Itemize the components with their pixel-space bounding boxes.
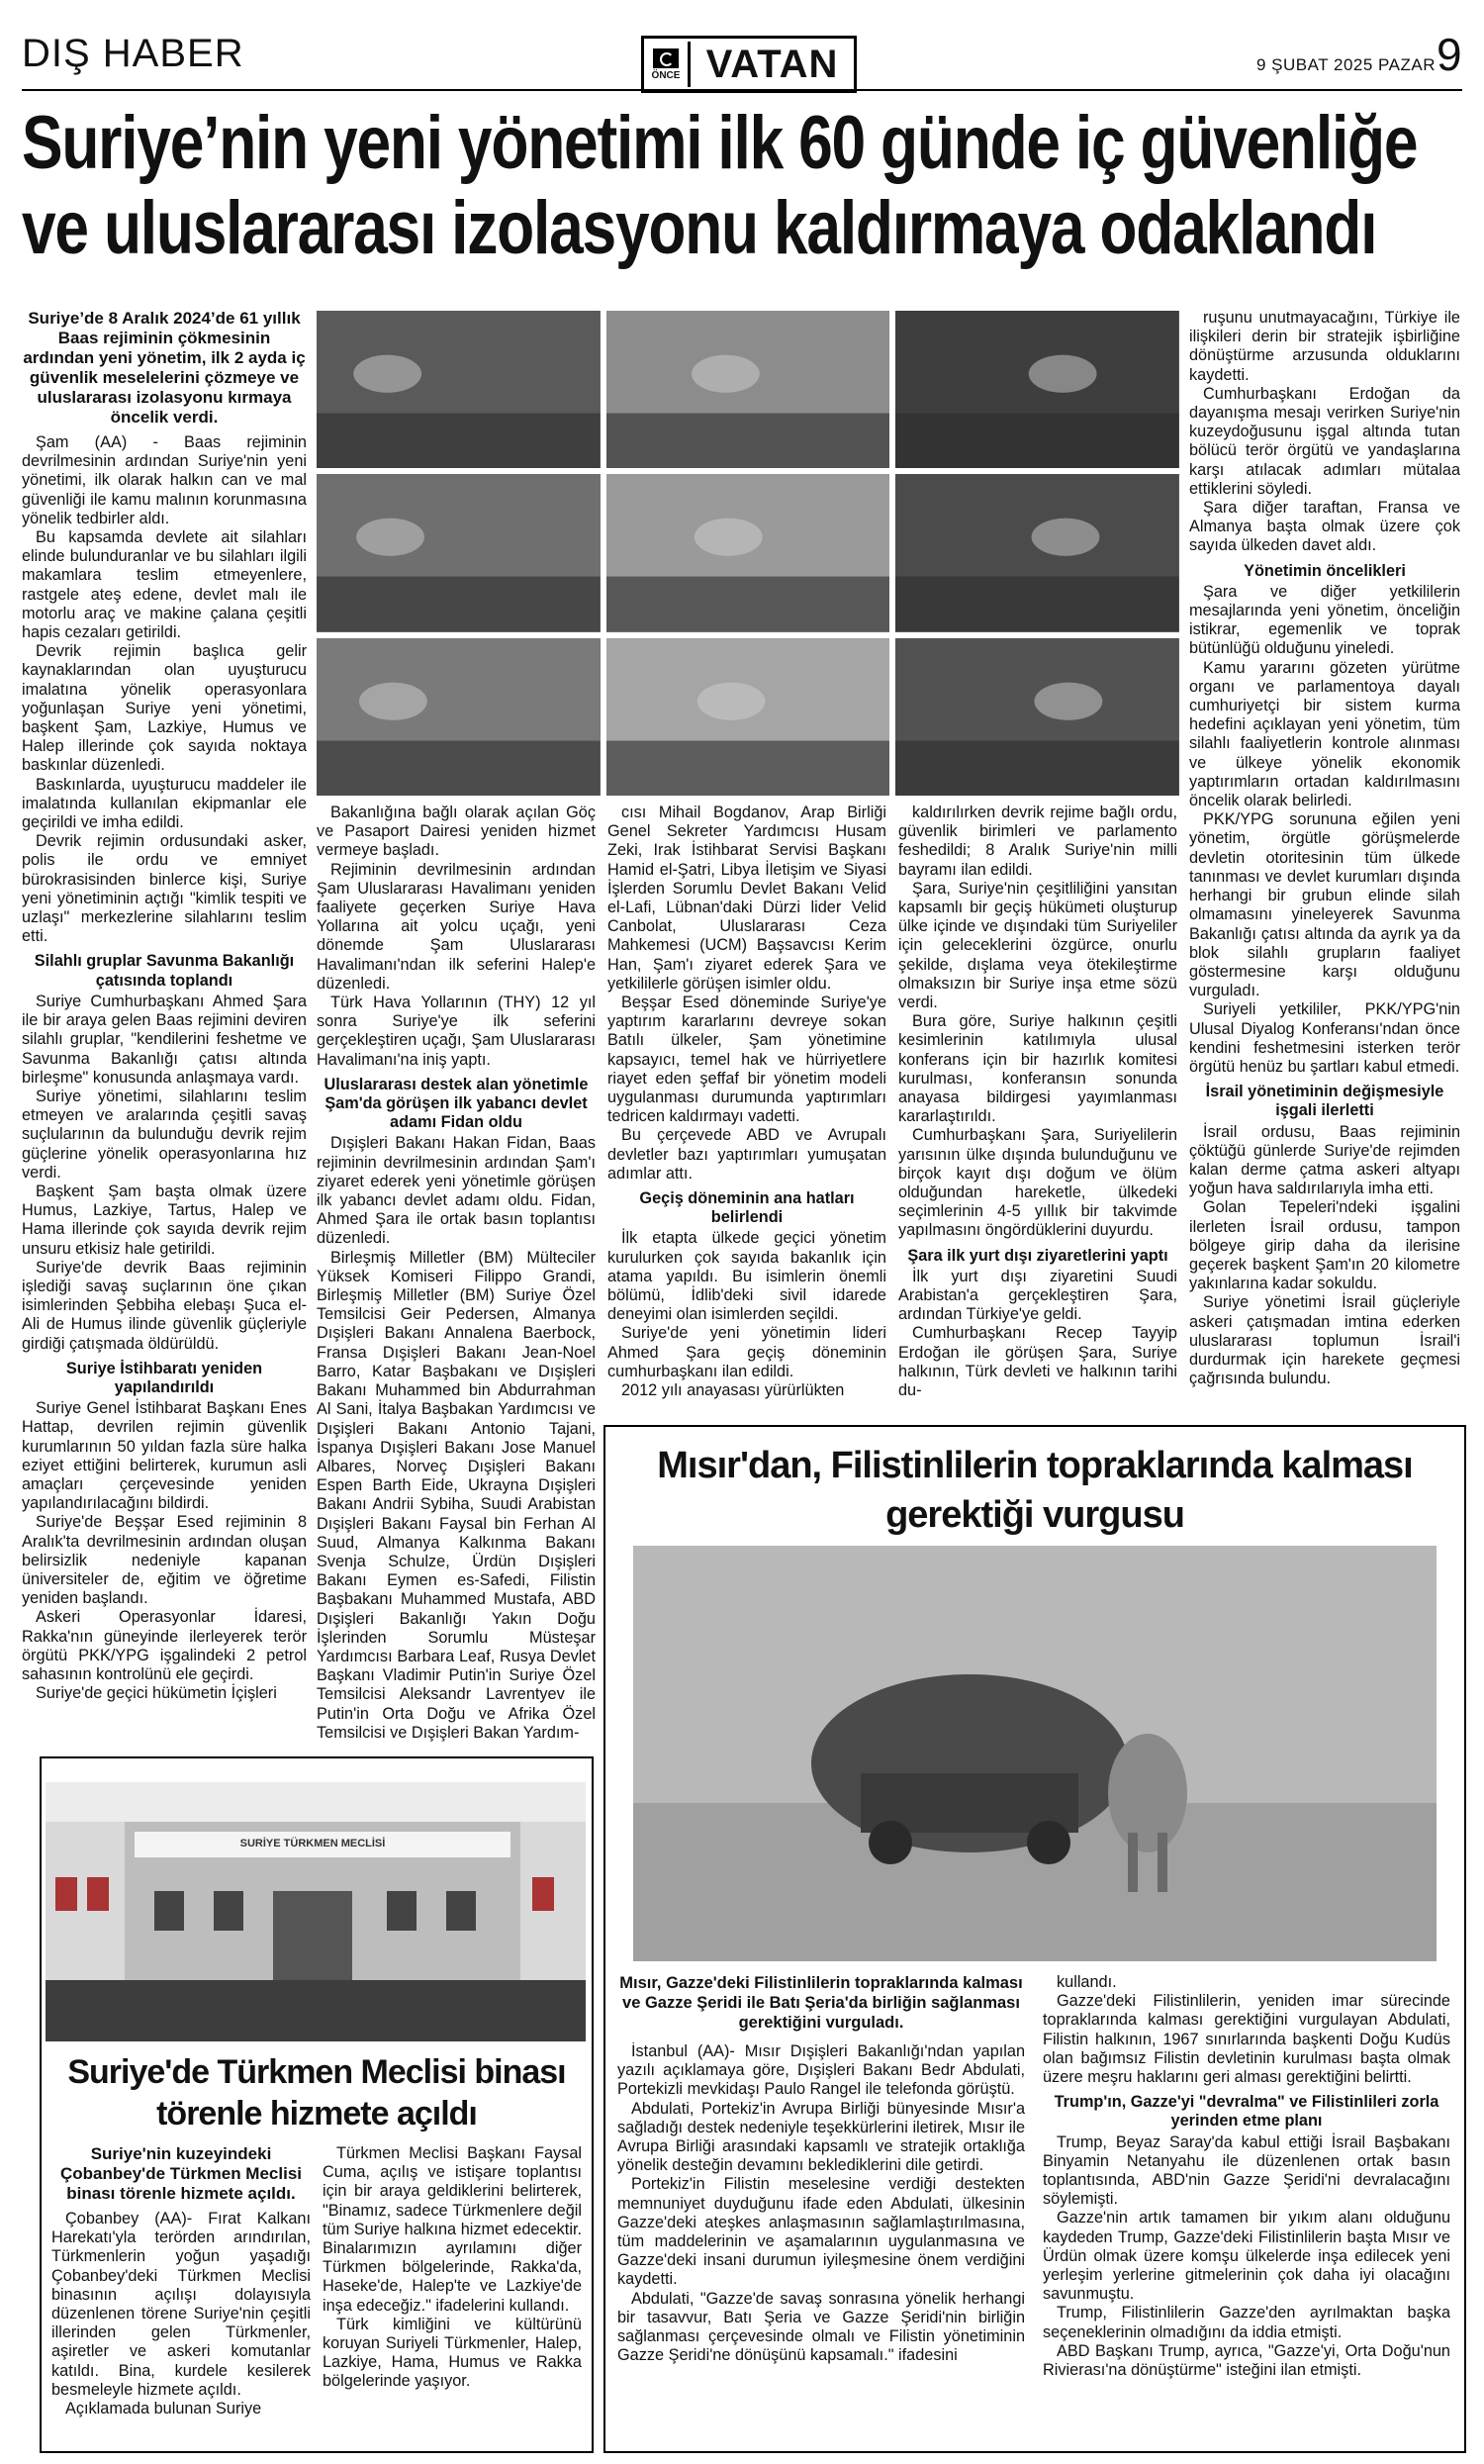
subheading: Yönetimin öncelikleri	[1244, 561, 1406, 580]
article-column-4	[898, 804, 1177, 1412]
news-photo	[606, 638, 890, 796]
newspaper-logo[interactable]	[641, 36, 857, 93]
paragraph: Birleşmiş Milletler (BM) Mülteciler Yüksek Komiseri Filippo Grandi, Birleşmiş Milletler (BM) Suriye Özel Temsilcisi Geir Pedersen, Almanya Dışişleri Bakanı Annalena Baerbock, Fransa Dışişleri Bakanı Jean-Noel Barro, Katar Başbakanı ve Dışişleri Bakanı Muhammed bin Abdurrahman Al Sani, İtalya Başbakan Yardımcısı ve Dışişleri Bakanı Antonio Tajani, İspanya Dışişleri Bakanı Jose Manuel Albares, Norveç Dışişleri Bakanı Espen Barth Eide, Ukrayna Dışişleri Bakanı Andrii Sybiha, Suudi Arabistan Dışişleri Bakanı Faysal bin Ferhan Al Suud, Almanya Kalkınma Bakanı Svenja Schulze, Ürdün Dışişleri Bakanı Eymen es-Safedi, Filistin Başbakanı Muhammed Mustafa, ABD Dışişleri Bakanlığı Yakın Doğu İşlerinden Sorumlu Müsteşar Yardımcısı Barbara Leaf, Rusya Devlet Başkanı Vladimir Putin'in Suriye Özel Temsilcisi Aleksandr Lavrentyev ile Putin'in Orta Doğu ve Afrika Özel Temsilcisi ve Dışişleri Bakan Yardım-	[317, 1248, 596, 1742]
article-column-1	[22, 309, 307, 1744]
paragraph: Suriye'de yeni yönetimin lideri Ahmed Şara geçiş döneminin cumhurbaşkanı ilan edildi.	[607, 1324, 886, 1380]
paragraph: Şara ve diğer yetkililerin mesajlarında yeni yönetim, önceliğin istikrar, egemenlik ve toprak bütünlüğü olduğunu yineledi.	[1189, 582, 1460, 658]
turkmen-column-1	[51, 2144, 311, 2441]
photo-grid	[317, 311, 1179, 796]
turkmen-article-box	[40, 1756, 594, 2453]
turkmen-photo	[46, 1782, 586, 2041]
flag-icon	[653, 48, 679, 68]
section-label: DIŞ HABER	[22, 32, 244, 75]
turkmen-lead: Suriye'nin kuzeyindeki Çobanbey'de Türkmen Meclisi binası törenle hizmete açıldı.	[60, 2144, 302, 2203]
subheading: İsrail yönetiminin değişmesiyle işgali ilerletti	[1205, 1083, 1444, 1120]
paragraph: Beşşar Esed döneminde Suriye'ye yaptırım kararlarını devreye sokan Batılı ülkeler, Şam yönetimine kapsayıcı, temel hak ve hürriyetlere riayet eden şeffaf bir yönetim modeli uygulanması durumunda yaptırımları tedricen kaldırmayı vadetti.	[607, 994, 886, 1126]
news-photo	[895, 474, 1179, 631]
paragraph: Suriye'de devrik Baas rejiminin işlediği savaş suçlarının öne çıkan isimlerinden Şebbiha elebaşı Şuca el-Ali de Humus ilinde güvenlik güçleriyle girdiği çatışmada öldürüldü.	[22, 1258, 307, 1353]
article-column-2	[317, 804, 596, 1744]
subheading: Silahlı gruplar Savunma Bakanlığı çatısında toplandı	[34, 952, 295, 990]
paragraph: Suriye'de geçici hükümetin İçişleri	[36, 1684, 277, 1703]
paragraph: Çobanbey (AA)- Fırat Kalkanı Harekatı'yla terörden arındırılan, Türkmenlerin yoğun yaşadığı Çobanbey'deki Türkmen Meclisi binasının açılışı dolayısıyla düzenlenen törene Suriye'nin çeşitli illerinden gelen Türkmenler, aşiretler ve askeri komutanlar katıldı. Bina, kurdele kesilerek besmeleyle hizmete açıldı.	[51, 2210, 311, 2399]
paragraph: kaldırılırken devrik rejime bağlı ordu, güvenlik birimleri ve parlamento feshedildi; 8 Aralık Suriye'nin milli bayramı ilan edildi.	[898, 804, 1177, 879]
subheading: Suriye İstihbaratı yeniden yapılandırıldı	[65, 1359, 263, 1396]
paragraph: Cumhurbaşkanı Erdoğan da dayanışma mesajı verirken Suriye'nin kuzeydoğusunu işgal altında tutan bölücü terör örgütü ve yandaşlarına karşı atılacak adımları mütalaa ettiklerini söyledi.	[1189, 384, 1460, 498]
issue-date: 9 ŞUBAT 2025 PAZAR	[1256, 55, 1436, 74]
paragraph: Gazze'deki Filistinlilerin, yeniden imar sürecinde topraklarında kalması gerektiğini vurgulayan Abdulati, Filistin halkının, 1967 sınırlarında başkenti Doğu Kudüs olan bağımsız Filistin devletinin kurulması başta olmak üzere meşru haklarını geri alması gerektiğini belirtti.	[1043, 1992, 1450, 2087]
paragraph: Abdulati, "Gazze'de savaş sonrasına yönelik herhangi bir tasavvur, Batı Şeria ve Gazze Şeridi'nin birliğin sağlanması çerçevesinde olmalı ve Filistin yönetiminin Gazze Şeridi'ne dönüşünü kapsamalı." ifadesini	[617, 2289, 1025, 2365]
article-column-3	[607, 804, 886, 1412]
news-photo	[895, 311, 1179, 468]
paragraph: 2012 yılı anayasası yürürlükten	[621, 1381, 845, 1400]
paragraph: Başkent Şam başta olmak üzere Humus, Lazkiye, Tartus, Halep ve Hama illerinde çok sayıda devrik rejim unsuru etkisiz hale getirildi.	[22, 1182, 307, 1258]
article-lead: Suriye’de 8 Aralık 2024’de 61 yıllık Baas rejiminin çökmesinin ardından yeni yönetim, ilk 2 ayda iç güvenlik meselelerini çözmeye ve uluslararası izolasyonu kırmaya öncelik verdi.	[23, 309, 306, 426]
paragraph: Bura göre, Suriye halkının çeşitli kesimlerinin katılımıyla ulusal konferans için bir hazırlık komitesi kurulması, konferansın sonunda anayasa bildirgesi yayımlanması kararlaştırıldı.	[898, 1012, 1177, 1126]
paragraph: Askeri Operasyonlar İdaresi, Rakka'nın güneyinde ilerleyerek terör örgütü PKK/YPG işgalindeki 2 petrol sahasının kontrolünü ele geçirdi.	[22, 1608, 307, 1683]
egypt-article-box	[603, 1425, 1466, 2453]
paragraph: İstanbul (AA)- Mısır Dışişleri Bakanlığı'ndan yapılan yazılı açıklamaya göre, Dışişleri Bakanı Bedr Abdulati, Portekizli mevkidaşı Paulo Rangel ile telefonda görüştü.	[617, 2042, 1025, 2099]
paragraph: Baskınlarda, uyuşturucu maddeler ile imalatında kullanılan ekipmanlar ele geçirildi ve imha edildi.	[22, 775, 307, 832]
paragraph: Rejiminin devrilmesinin ardından Şam Uluslararası Havalimanı yeniden faaliyete geçerken Suriye Hava Yollarına ait yolcu uçağı, yeni dönemde Şam Uluslararası Havalimanı'ndan ilk seferini Halep'e düzenledi.	[317, 860, 596, 993]
paragraph: İlk etapta ülkede geçici yönetim kurulurken çok sayıda bakanlık için atama yapıldı. Bu isimlerin önemli bölümü, İdlib'deki sivil idarede deneyimi olan isimlerden seçildi.	[607, 1229, 886, 1324]
paragraph: Portekiz'in Filistin meselesine verdiği destekten memnuniyet duyduğunu ifade eden Abdulati, ülkesinin Gazze'deki ateşkes anlaşmasının sağlamlaştırılmasına, tüm maddelerinin ve aşamalarının uygulanmasına ve Gazze'deki insani durumun iyileşmesine önem verdiğini kaydetti.	[617, 2175, 1025, 2289]
paragraph: Açıklamada bulunan Suriye	[65, 2400, 262, 2418]
paragraph: İlk yurt dışı ziyaretini Suudi Arabistan'a gerçekleştiren Şara, ardından Türkiye'ye geldi.	[898, 1267, 1177, 1324]
logo-badge-text: ÖNCE	[651, 69, 681, 81]
paragraph: Şam (AA) - Baas rejiminin devrilmesinin ardından Suriye'nin yeni yönetimi, ilk olarak halkın can ve mal güvenliği ile kamu malının korunmasına yönelik tedbirler aldı.	[22, 433, 307, 527]
subheading: Trump'ın, Gazze'yi "devralma" ve Filistinlileri zorla yerinden etme planı	[1054, 2093, 1439, 2131]
turkmen-headline: Suriye'de Türkmen Meclisi binası törenle hizmete açıldı	[67, 2053, 566, 2132]
subheading: Şara ilk yurt dışı ziyaretlerini yaptı	[907, 1246, 1168, 1265]
egypt-column-2	[1043, 1973, 1450, 2443]
paragraph: Türk Hava Yollarının (THY) 12 yıl sonra Suriye'ye ilk seferini gerçekleştiren uçağı, Şam Uluslararası Havalimanı'na iniş yaptı.	[317, 994, 596, 1069]
paragraph: Suriye Genel İstihbarat Başkanı Enes Hattap, devrilen rejimin güvenlik kurumlarının 50 yıldan fazla süre halka eziyet ettiğini belirterek, kurumun asli amaçları çerçevesinde yeniden yapılandırılacağını bildirdi.	[22, 1399, 307, 1513]
logo-name: VATAN	[705, 42, 839, 86]
paragraph: Devrik rejimin başlıca gelir kaynaklarından olan uyuşturucu imalatına yönelik operasyonlara yoğunlaşan Suriye yeni yönetimi, başkent Şam, Lazkiye, Humus ve Halep illerinde çok sayıda noktaya baskınlar düzenledi.	[22, 642, 307, 775]
paragraph: Suriye'de Beşşar Esed rejiminin 8 Aralık'ta devrilmesinin ardından oluşan belirsizlik nedeniyle kapanan üniversiteler de, eğitim ve öğretime yeniden başlandı.	[22, 1513, 307, 1608]
building-sign: SURİYE TÜRKMEN MECLİSİ	[239, 1838, 386, 1849]
news-photo	[895, 638, 1179, 796]
paragraph: Suriye yönetimi, silahlarını teslim etmeyen ve aralarında çeşitli savaş suçlularının da bulunduğu devrik rejim güçlerine yönelik operasyonlarına hız verdi.	[22, 1087, 307, 1182]
paragraph: Trump, Filistinlilerin Gazze'den ayrılmaktan başka seçeneklerinin olmadığını da iddia etmişti.	[1043, 2304, 1450, 2341]
paragraph: cısı Mihail Bogdanov, Arap Birliği Genel Sekreter Yardımcısı Husam Zeki, Irak İstihbarat Servisi Başkanı Hamid el-Şatri, Libya İletişim ve Siyasi İşlerden Sorumlu Devlet Bakanı Velid el-Lafi, Lübnan'daki Dürzi lider Velid Canbolat, Uluslararası Ceza Mahkemesi (UCM) Başsavcısı Kerim Han, Şam'ı ziyaret ederek Şara ve yetkililerle görüşen isimler oldu.	[607, 804, 886, 993]
paragraph: Şara diğer taraftan, Fransa ve Almanya başta olmak üzere çok sayıda ülkeden davet aldı.	[1189, 499, 1460, 555]
subheading: Uluslararası destek alan yönetimle Şam'da görüşen ilk yabancı devlet adamı Fidan oldu	[324, 1075, 589, 1132]
paragraph: kullandı.	[1057, 1973, 1117, 1991]
paragraph: Cumhurbaşkanı Recep Tayyip Erdoğan ile görüşen Şara, Suriye halkının, Türk devleti ve halkının tarihi du-	[898, 1324, 1177, 1400]
news-photo	[606, 311, 890, 468]
paragraph: Bu çerçevede ABD ve Avrupalı devletler bazı yaptırımları yumuşatan adımlar attı.	[607, 1126, 886, 1183]
page-number: 9	[1437, 29, 1462, 80]
header-rule	[22, 89, 1462, 91]
news-photo	[606, 474, 890, 631]
paragraph: PKK/YPG sorununa eğilen yeni yönetim, örgütle görüşmelerde devletin otoritesinin tüm ülkede tanınması ve devlet kurumları dışında herhangi bir grubun elinde silah olmamasını yineleyerek Savunma Bakanlığı çatısı altında da ayrık ya da blok silahlı grupların faaliyet göstermesine karşı olduğunu vurguladı.	[1189, 810, 1460, 1000]
paragraph: Bakanlığına bağlı olarak açılan Göç ve Pasaport Dairesi yeniden hizmet vermeye başladı.	[317, 804, 596, 860]
paragraph: Abdulati, Portekiz'in Avrupa Birliği bünyesinde Mısır'a sağladığı destek nedeniyle teşekkürlerini iletirek, Mısır ile Avrupa Birliği arasındaki kapsamlı ve stratejik ortaklığa yönelik desteğin devamını beklediklerini dile getirdi.	[617, 2099, 1025, 2175]
paragraph: ABD Başkanı Trump, ayrıca, "Gazze'yi, Orta Doğu'nun Rivierası'na dönüştürme" isteğini ilan etmişti.	[1043, 2341, 1450, 2380]
gaza-photo	[633, 1546, 1437, 1961]
paragraph: Türkmen Meclisi Başkanı Faysal Cuma, açılış ve istişare toplantısı için bir araya geldiklerini belirterek, "Binamız, sadece Türkmenlere değil tüm Suriye halkına hizmet edecektir. Binalarımızın ayrılamını diğer Türkmen bölgelerinde, Rakka'da, Haseke'de, Halep'te ve Lazkiye'de inşa edeceğiz." ifadelerini kullandı.	[323, 2144, 582, 2315]
paragraph: Cumhurbaşkanı Şara, Suriyelilerin yarısının ülke dışında bulunduğunu ve birçok kayıt dışı doğum ve ölüm olduğundan hareketle, ülkedeki seçimlerinin 4-5 yıllık bir takvimde yapılmasını öngördüklerini duyurdu.	[898, 1126, 1177, 1240]
paragraph: Golan Tepeleri'ndeki işgalini ilerleten İsrail ordusu, tampon bölgeye girip daha da ilerisine geçerek başkent Şam'ın 20 kilometre yakınlarına kadar sokuldu.	[1189, 1198, 1460, 1293]
egypt-headline: Mısır'dan, Filistinlilerin topraklarında kalması gerektiği vurgusu	[657, 1445, 1413, 1536]
news-photo	[317, 638, 601, 796]
news-photo	[317, 474, 601, 631]
article-column-5	[1189, 309, 1460, 1412]
paragraph: Türk kimliğini ve kültürünü koruyan Suriyeli Türkmenler, Halep, Lazkiye, Hama, Humus ve Rakka bölgelerinde yaşıyor.	[323, 2315, 582, 2391]
main-headline: Suriye’nin yeni yönetimi ilk 60 günde iç güvenliğe ve uluslararası izolasyonu kaldırmaya odaklandı	[22, 101, 1418, 270]
photo-caption: Mısır, Gazze'deki Filistinlilerin topraklarında kalması ve Gazze Şeridi ile Batı Şeria'da birliğin sağlanması gerektiğini vurguladı.	[619, 1974, 1023, 2032]
paragraph: Devrik rejimin ordusundaki asker, polis ile ordu ve emniyet bürokrasisinden binlerce kişi, Suriye yeni yönetiminin açtığı "kimlik tespiti ve uzlaşı" merkezlerine silahlarını teslim etti.	[22, 832, 307, 946]
logo-badge	[644, 42, 691, 87]
paragraph: Gazze'nin artık tamamen bir yıkım alanı olduğunu kaydeden Trump, Gazze'deki Filistinlilerin başta Mısır ve Ürdün olmak üzere komşu ülkelerde inşa edilecek yeni yerleşim yerlerine gitmelerinin çok daha iyi olacağını savunmuştu.	[1043, 2209, 1450, 2304]
turkmen-column-2	[323, 2144, 582, 2441]
paragraph: İsrail ordusu, Baas rejiminin çöktüğü günlerde Suriye'de rejimden kalan derme çatma askeri altyapı yoğun hava saldırılarıyla imha etti.	[1189, 1122, 1460, 1198]
paragraph: ruşunu unutmayacağını, Türkiye ile ilişkileri derin bir stratejik işbirliğine dönüştürme arzusunda olduklarını kaydetti.	[1189, 309, 1460, 384]
paragraph: Suriye yönetimi İsrail güçleriyle askeri çatışmadan imtina ederken uluslararası toplumun İsrail'i durdurmak için harekete geçmesi çağrısında bulundu.	[1189, 1293, 1460, 1388]
paragraph: Bu kapsamda devlete ait silahları elinde bulunduranlar ve bu silahları ilgili makamlara teslim etmeyenlere, rastgele ateş edene, devlet malı ile motorlu araç ve makine çalana çeşitli hapis cezaları getirildi.	[22, 528, 307, 642]
paragraph: Suriye Cumhurbaşkanı Ahmed Şara ile bir araya gelen Baas rejimini deviren silahlı gruplar, "kendilerini feshetme ve Savunma Bakanlığı çatısı altında birleşme" konusunda anlaşmaya vardı.	[22, 992, 307, 1087]
paragraph: Kamu yararını gözeten yürütme organı ve parlamentoya dayalı cumhuriyetçi bir sistem kurma hedefini açıklayan yeni yönetim, tüm silahlı faaliyetlerin kontrole alınması ve ülkeye yönelik ekonomik yaptırımların ortadan kaldırılmasını öncelik olarak belirledi.	[1189, 658, 1460, 810]
paragraph: Şara, Suriye'nin çeşitliliğini yansıtan kapsamlı bir geçiş hükümeti oluşturup ülke içinde ve dışındaki tüm Suriyeliler için geleceklerini özgürce, onurlu şekilde, dışlama veya ötekileştirme olmaksızın bir Suriye inşa etme sözü verdi.	[898, 879, 1177, 1012]
paragraph: Dışişleri Bakanı Hakan Fidan, Baas rejiminin devrilmesinin ardından Şam'ı ziyaret ederek yeni yönetimle görüşen ilk yabancı devlet adamı oldu. Fidan, Ahmed Şara ile ortak basın toplantısı düzenledi.	[317, 1134, 596, 1248]
egypt-column-1	[617, 2042, 1025, 2443]
news-photo	[317, 311, 601, 468]
paragraph: Trump, Beyaz Saray'da kabul ettiği İsrail Başbakanı Binyamin Netanyahu ile düzenlenen ortak basın toplantısında, ABD'nin Gazze Şeridi'ni devralacağını söylemişti.	[1043, 2132, 1450, 2209]
subheading: Geçiş döneminin ana hatları belirlendi	[639, 1189, 855, 1227]
paragraph: Suriyeli yetkililer, PKK/YPG'nin Ulusal Diyalog Konferansı'ndan önce kendini feshetmesini isterken terör örgütü henüz bu şartları kabul etmedi.	[1189, 1000, 1460, 1076]
